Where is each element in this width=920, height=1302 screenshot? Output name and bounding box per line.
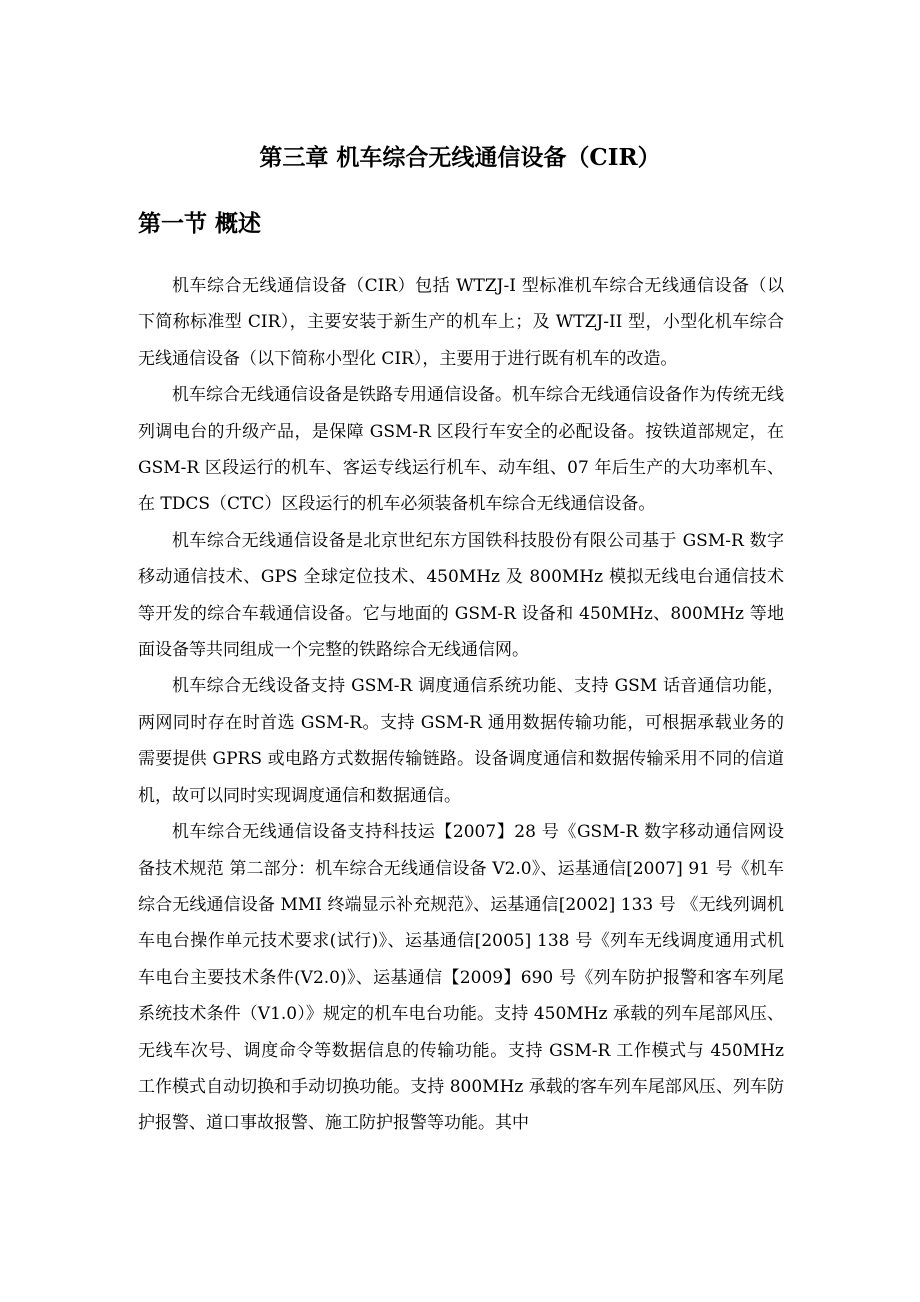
paragraph-3: 机车综合无线通信设备是北京世纪东方国铁科技股份有限公司基于 GSM-R 数字移动通信技术、GPS 全球定位技术、450MHz 及 800MHz 模拟无线电台通信技术等开发的综合车载通信设备。它与地面的 GSM-R 设备和 450MHz、800MHz 等地面设备等共同组成一个完整的铁路综合无线通信网。	[138, 530, 784, 661]
paragraph-2: 机车综合无线通信设备是铁路专用通信设备。机车综合无线通信设备作为传统无线列调电台的升级产品，是保障 GSM-R 区段行车安全的必配设备。按铁道部规定，在 GSM-R 区段运行的机车、客运专线运行机车、动车组、07 年后生产的大功率机车、在 TDCS（CTC）区段运行的机车必须装备机车综合无线通信设备。	[138, 385, 784, 515]
section-title: 第一节 概述	[138, 210, 262, 237]
paragraph-4: 机车综合无线设备支持 GSM-R 调度通信系统功能、支持 GSM 话音通信功能，两网同时存在时首选 GSM-R。支持 GSM-R 通用数据传输功能，可根据承载业务的需要提供 GPRS 或电路方式数据传输链路。设备调度通信和数据传输采用不同的信道机，故可以同时实现调度通信和数据通信。	[138, 676, 784, 806]
paragraph-1: 机车综合无线通信设备（CIR）包括 WTZJ-I 型标准机车综合无线通信设备（以下简称标准型 CIR），主要安装于新生产的机车上；及 WTZJ-II 型，小型化机车综合无线通信设备（以下简称小型化 CIR），主要用于进行既有机车的改造。	[138, 276, 784, 369]
paragraph-5: 机车综合无线通信设备支持科技运【2007】28 号《GSM-R 数字移动通信网设备技术规范 第二部分：机车综合无线通信设备 V2.0》、运基通信[2007] 91 号《机车综合无线通信设备 MMI 终端显示补充规范》、运基通信[2002] 133 号 《无线列调机车电台操作单元技术要求(试行)》、运基通信[2005] 138 号《列车无线调度通用式机车电台主要技术条件(V2.0)》、运基通信【2009】690 号《列车防护报警和客车列尾系统技术条件（V1.0）》规定的机车电台功能。支持 450MHz 承载的列车尾部风压、无线车次号、调度命令等数据信息的传输功能。支持 GSM-R 工作模式与 450MHz 工作模式自动切换和手动切换功能。支持 800MHz 承载的客车列车尾部风压、列车防护报警、道口事故报警、施工防护报警等功能。其中	[138, 822, 784, 1134]
document-body	[138, 268, 784, 1142]
chapter-title: 第三章 机车综合无线通信设备（CIR）	[259, 144, 661, 171]
